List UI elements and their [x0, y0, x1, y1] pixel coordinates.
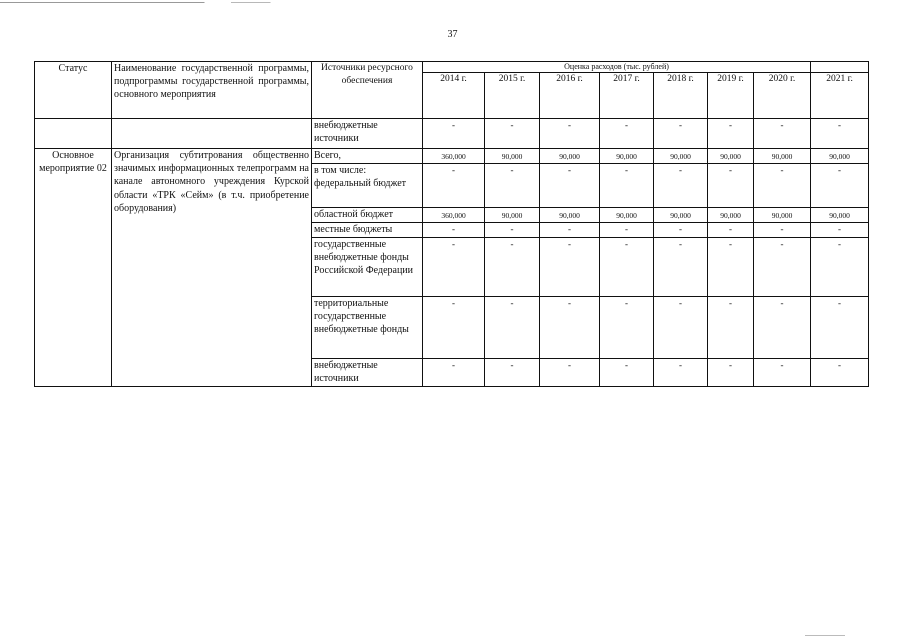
value-cell: - — [423, 223, 485, 237]
value-cell: 90,000 — [811, 208, 869, 223]
header-year: 2018 г. — [654, 73, 708, 119]
value-cell: - — [754, 237, 811, 296]
value-cell: - — [708, 119, 754, 149]
value-cell: - — [485, 237, 540, 296]
value-cell: 90,000 — [754, 149, 811, 164]
value-cell: - — [754, 119, 811, 149]
value-cell: 90,000 — [811, 149, 869, 164]
header-row — [35, 62, 869, 73]
scan-artifact-bottom — [805, 635, 845, 636]
value-cell: - — [811, 358, 869, 386]
empty-cell — [35, 119, 112, 149]
value-cell: - — [540, 164, 600, 208]
value-cell: - — [708, 296, 754, 358]
source-cell: областной бюджет — [312, 208, 423, 223]
value-cell: 90,000 — [708, 208, 754, 223]
header-year: 2020 г. — [754, 73, 811, 119]
source-cell: местные бюджеты — [312, 223, 423, 237]
value-cell: - — [654, 358, 708, 386]
value-cell: - — [485, 119, 540, 149]
value-cell: - — [811, 296, 869, 358]
value-cell: 90,000 — [600, 208, 654, 223]
value-cell: - — [811, 223, 869, 237]
value-cell: - — [708, 223, 754, 237]
value-cell: - — [540, 296, 600, 358]
value-cell: - — [540, 237, 600, 296]
empty-cell — [112, 119, 312, 149]
value-cell: - — [600, 296, 654, 358]
value-cell: - — [600, 237, 654, 296]
header-year: 2017 г. — [600, 73, 654, 119]
activity-status: Основное мероприятие 02 — [35, 149, 112, 387]
value-cell: 90,000 — [540, 208, 600, 223]
value-cell: 90,000 — [654, 208, 708, 223]
value-cell: - — [754, 164, 811, 208]
value-cell: 90,000 — [654, 149, 708, 164]
value-cell: - — [423, 296, 485, 358]
value-cell: 90,000 — [600, 149, 654, 164]
value-cell: - — [540, 358, 600, 386]
value-cell: - — [654, 164, 708, 208]
value-cell: - — [754, 223, 811, 237]
value-cell: - — [600, 223, 654, 237]
value-cell: - — [708, 358, 754, 386]
value-cell: - — [485, 164, 540, 208]
value-cell: 360,000 — [423, 149, 485, 164]
value-cell: - — [811, 119, 869, 149]
value-cell: - — [600, 164, 654, 208]
value-cell: - — [485, 296, 540, 358]
header-year: 2014 г. — [423, 73, 485, 119]
value-cell: - — [485, 223, 540, 237]
activity-name: Организация субтитрования общественно значимых информационных телепрограмм на канале автономного учреждения Курской области «ТРК «Сейм» (в т.ч. приобретение оборудования) — [112, 149, 312, 387]
header-year: 2019 г. — [708, 73, 754, 119]
value-cell: 90,000 — [485, 149, 540, 164]
value-cell: 90,000 — [708, 149, 754, 164]
header-estimate: Оценка расходов (тыс. рублей) — [423, 62, 811, 73]
value-cell: - — [423, 119, 485, 149]
value-cell: 360,000 — [423, 208, 485, 223]
value-cell: - — [654, 296, 708, 358]
source-cell: внебюджетные источники — [312, 119, 423, 149]
header-year: 2015 г. — [485, 73, 540, 119]
value-cell: - — [811, 164, 869, 208]
value-cell: - — [811, 237, 869, 296]
value-cell: - — [540, 223, 600, 237]
value-cell: - — [423, 164, 485, 208]
value-cell: - — [423, 237, 485, 296]
header-year: 2016 г. — [540, 73, 600, 119]
value-cell: - — [754, 296, 811, 358]
value-cell: - — [654, 119, 708, 149]
header-blank — [811, 62, 869, 73]
table-row — [35, 149, 869, 164]
value-cell: - — [654, 237, 708, 296]
value-cell: 90,000 — [754, 208, 811, 223]
value-cell: - — [708, 237, 754, 296]
scan-artifact-top — [0, 2, 330, 3]
header-source: Источники ресурсного обеспечения — [312, 62, 423, 119]
source-cell: в том числе: федеральный бюджет — [312, 164, 423, 208]
value-cell: - — [600, 119, 654, 149]
value-cell: - — [485, 358, 540, 386]
value-cell: 90,000 — [540, 149, 600, 164]
source-cell: внебюджетные источники — [312, 358, 423, 386]
value-cell: - — [754, 358, 811, 386]
source-cell: Всего, — [312, 149, 423, 164]
header-name: Наименование государственной программы, подпрограммы государственной программы, основного мероприятия — [112, 62, 312, 119]
value-cell: - — [600, 358, 654, 386]
value-cell: - — [540, 119, 600, 149]
page-number: 37 — [447, 29, 458, 40]
table-row — [35, 119, 869, 149]
value-cell: - — [654, 223, 708, 237]
header-year: 2021 г. — [811, 73, 869, 119]
value-cell: - — [423, 358, 485, 386]
header-status: Статус — [35, 62, 112, 119]
value-cell: 90,000 — [485, 208, 540, 223]
source-cell: территориальные государственные внебюджетные фонды — [312, 296, 423, 358]
value-cell: - — [708, 164, 754, 208]
expenses-table — [34, 61, 869, 387]
source-cell: государственные внебюджетные фонды Российской Федерации — [312, 237, 423, 296]
